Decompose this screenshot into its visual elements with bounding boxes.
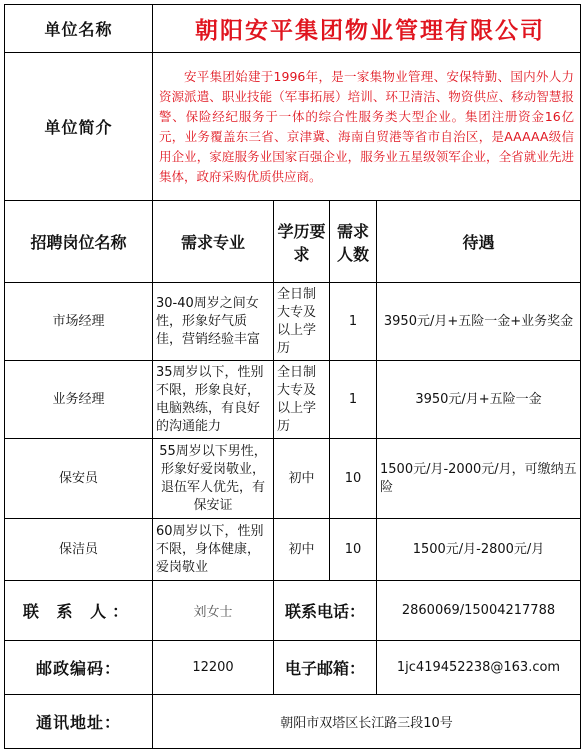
job-count: 1: [330, 361, 377, 439]
job-requirement: 30-40周岁之间女性，形象好气质佳，营销经验丰富: [153, 283, 274, 361]
job-position: 保洁员: [5, 519, 153, 581]
jobs-header-row: [5, 201, 581, 283]
table-row: [5, 283, 581, 361]
recruitment-table: [4, 4, 581, 749]
job-count: 10: [330, 439, 377, 519]
job-requirement: 55周岁以下男性，形象好爱岗敬业，退伍军人优先，有保安证: [153, 439, 274, 519]
job-salary: 1500元/月-2800元/月: [377, 519, 581, 581]
unit-intro-text: 安平集团始建于1996年，是一家集物业管理、安保特勤、国内外人力资源派遣、职业技能（军事拓展）培训、环卫清洁、物资供应、移动智慧报警、保险经纪服务于一体的综合性服务类大型企业。集团注册资金16亿元，业务覆盖东三省、京津冀、海南自贸港等省市自治区，是AAAAA级信用企业，家庭服务业国家百强企业，服务业五星级领军企业，全省就业先进集体，政府采购优质供应商。: [153, 53, 581, 201]
job-education: 初中: [274, 519, 330, 581]
contact-phone: 2860069/15004217788: [377, 581, 581, 641]
job-salary: 1500元/月-2000元/月，可缴纳五险: [377, 439, 581, 519]
email-label: 电子邮箱：: [274, 641, 377, 695]
address-label: 通讯地址：: [5, 695, 153, 749]
job-education: 全日制大专及以上学历: [274, 283, 330, 361]
job-position: 市场经理: [5, 283, 153, 361]
job-requirement: 60周岁以下，性别不限，身体健康，爱岗敬业: [153, 519, 274, 581]
address-row: [5, 695, 581, 749]
unit-intro-row: [5, 53, 581, 201]
job-salary: 3950元/月+五险一金+业务奖金: [377, 283, 581, 361]
unit-name-row: [5, 5, 581, 53]
contact-person-label: 联 系 人：: [5, 581, 153, 641]
table-row: [5, 439, 581, 519]
unit-intro-label: 单位简介: [5, 53, 153, 201]
job-position: 保安员: [5, 439, 153, 519]
email[interactable]: 1jc419452238@163.com: [377, 641, 581, 695]
postcode: 12200: [153, 641, 274, 695]
contact-person: 刘女士: [153, 581, 274, 641]
contact-phone-label: 联系电话：: [274, 581, 377, 641]
job-education: 全日制大专及以上学历: [274, 361, 330, 439]
table-row: [5, 361, 581, 439]
unit-name-label: 单位名称: [5, 5, 153, 53]
job-position: 业务经理: [5, 361, 153, 439]
header-position: 招聘岗位名称: [5, 201, 153, 283]
header-salary: 待遇: [377, 201, 581, 283]
header-count: 需求人数: [330, 201, 377, 283]
job-education: 初中: [274, 439, 330, 519]
job-count: 10: [330, 519, 377, 581]
table-row: [5, 519, 581, 581]
job-salary: 3950元/月+五险一金: [377, 361, 581, 439]
job-count: 1: [330, 283, 377, 361]
address: 朝阳市双塔区长江路三段10号: [153, 695, 581, 749]
postcode-label: 邮政编码：: [5, 641, 153, 695]
job-requirement: 35周岁以下，性别不限，形象良好，电脑熟练，有良好的沟通能力: [153, 361, 274, 439]
contact-row: [5, 581, 581, 641]
header-education: 学历要求: [274, 201, 330, 283]
header-requirement: 需求专业: [153, 201, 274, 283]
postcode-row: [5, 641, 581, 695]
company-name: 朝阳安平集团物业管理有限公司: [153, 5, 581, 53]
